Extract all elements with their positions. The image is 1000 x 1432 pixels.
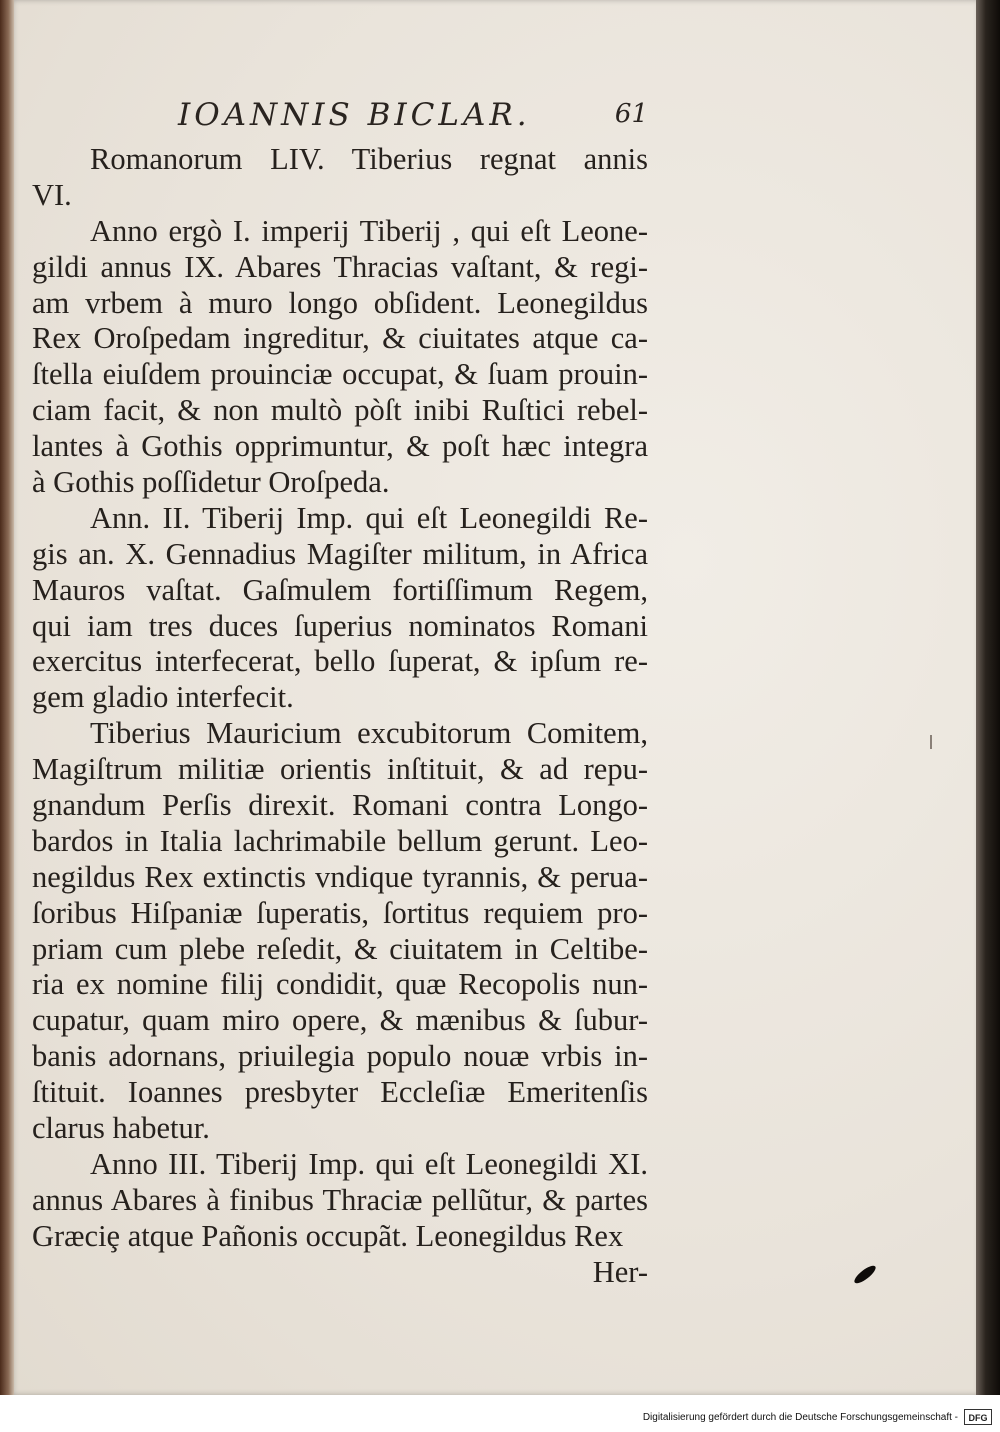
page-number: 61 [614, 99, 648, 129]
book-spine [0, 0, 14, 1395]
running-head [178, 97, 648, 137]
text-line: priam cum plebe reſedit, & ciuitatem in Celtibe- [32, 931, 648, 966]
footer-credit: Digitalisierung gefördert durch die Deutsche Forschungsgemeinschaft - [642, 1412, 958, 1423]
margin-mark [930, 735, 932, 749]
text-line: annus Abares à finibus Thraciæ pellũtur, & partes [32, 1182, 648, 1217]
text-line: qui iam tres duces ſuperius nominatos Romani [32, 608, 648, 643]
text-line: clarus habetur. [32, 1111, 210, 1146]
text-line: gem gladio interfecit. [32, 680, 294, 715]
text-line: Græciȩ atque Pañonis occupãt. Leonegildus Rex [32, 1218, 624, 1253]
text-line: Magiſtrum militiæ orientis inſtituit, & ad repu- [32, 752, 648, 787]
text-line: Tiberius Mauricium excubitorum Comitem, [90, 716, 648, 751]
text-line: VI. [32, 177, 72, 212]
text-line: am vrbem à muro longo obſident. Leonegildus [32, 285, 648, 320]
text-line: à Gothis poſſidetur Oroſpeda. [32, 465, 390, 500]
text-line: exercitus interfecerat, bello ſuperat, & ipſum re- [32, 644, 648, 679]
page-edge-shadow [976, 0, 1000, 1395]
text-line: ſtituit. Ioannes presbyter Eccleſiæ Emeritenſis [32, 1075, 648, 1110]
text-line: gis an. X. Gennadius Magiſter militum, in Africa [32, 536, 648, 571]
text-line: ciam facit, & non multò pòſt inibi Ruſtici rebel- [32, 393, 648, 428]
text-line: Ann. II. Tiberij Imp. qui eſt Leonegildi Re- [90, 500, 648, 535]
text-line: ria ex nomine filij condidit, quæ Recopolis nun- [32, 967, 648, 1002]
text-line: Mauros vaſtat. Gaſmulem fortiſſimum Regem, [32, 572, 648, 607]
catchword: Her- [592, 1254, 648, 1289]
digitization-footer [0, 1395, 1000, 1432]
text-line: gnandum Perſis direxit. Romani contra Longo- [32, 788, 648, 823]
body-text [32, 142, 648, 1291]
text-line: ſtella eiuſdem prouinciæ occupat, & ſuam prouin- [32, 357, 648, 392]
dfg-logo: DFG [964, 1409, 992, 1425]
text-line: Romanorum LIV. Tiberius regnat annis [90, 142, 648, 176]
text-line: negildus Rex extinctis vndique tyrannis, & perua- [32, 859, 648, 894]
text-line: banis adornans, priuilegia populo nouæ vrbis in- [32, 1039, 648, 1074]
text-line: ſoribus Hiſpaniæ ſuperatis, ſortitus requiem pro- [32, 895, 648, 930]
text-line: bardos in Italia lachrimabile bellum gerunt. Leo- [32, 823, 648, 858]
running-title: IOANNIS BICLAR. [178, 97, 531, 133]
text-line: gildi annus IX. Abares Thracias vaſtant, & regi- [32, 249, 648, 284]
text-line: Anno III. Tiberij Imp. qui eſt Leonegildi XI. [90, 1146, 648, 1181]
text-line: cupatur, quam miro opere, & mænibus & ſubur- [32, 1003, 648, 1038]
text-line: Rex Oroſpedam ingreditur, & ciuitates atque ca- [32, 321, 648, 356]
text-line: Anno ergò I. imperij Tiberij , qui eſt Leone- [90, 213, 648, 248]
text-line: lantes à Gothis opprimuntur, & poſt hæc integra [32, 429, 648, 464]
